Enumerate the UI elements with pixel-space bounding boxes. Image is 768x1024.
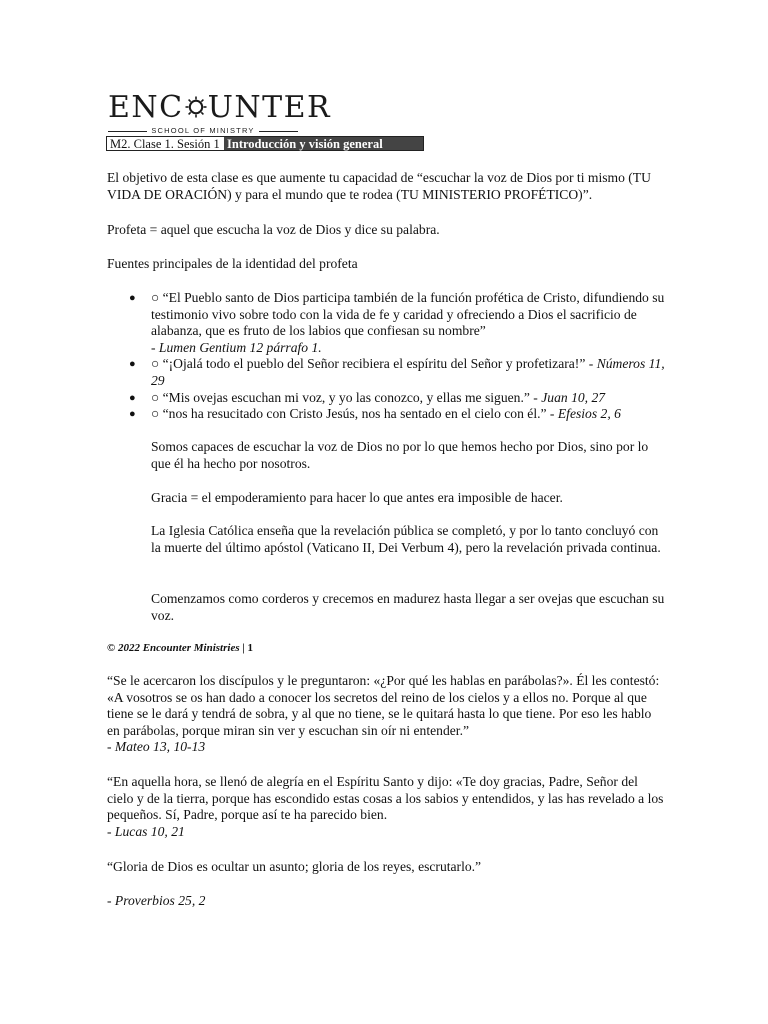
logo-wordmark — [108, 92, 331, 124]
quote-block — [107, 774, 667, 840]
bullet-text: ○ “Mis ovejas escuchan mi voz, y yo las conozco, y ellas me siguen.” - — [151, 389, 542, 405]
logo-text-end: UNTER — [207, 90, 332, 125]
list-item — [107, 356, 667, 389]
corderos-paragraph: Comenzamos como corderos y crecemos en madurez hasta llegar a ser ovejas que escuchan su voz. — [151, 591, 665, 623]
iglesia-paragraph: La Iglesia Católica enseña que la revelación pública se completó, y por lo tanto concluyó con la muerte del último apóstol (Vaticano II, Dei Verbum 4), pero la revelación privada continua. — [151, 523, 661, 555]
bullet-citation: - Lumen Gentium 12 párrafo 1. — [151, 339, 322, 355]
sources-list — [107, 290, 667, 423]
objective-paragraph: El objetivo de esta clase es que aumente tu capacidad de “escuchar la voz de Dios por ti mismo (TU VIDA DE ORACIÓN) y para el mundo que te rodea (TU MINISTERIO PROFÉTICO)”. — [107, 170, 651, 202]
encounter-logo — [108, 90, 332, 136]
quote-text: “En aquella hora, se llenó de alegría en el Espíritu Santo y dijo: «Te doy gracias, Padre, Señor del cielo y de la tierra, porque has escondido estas cosas a los sabios y entendidos, y las has revelado a los pequeños. Sí, Padre, porque así te ha parecido bien. — [107, 774, 664, 823]
bullet-text: ○ “nos ha resucitado con Cristo Jesús, nos ha sentado en el cielo con él.” - — [151, 406, 558, 422]
quote-citation: - Mateo 13, 10-13 — [107, 739, 206, 755]
sunburst-o-icon — [185, 96, 207, 118]
session-bar — [106, 136, 424, 151]
page-footer — [107, 640, 253, 657]
session-title: Introducción y visión general — [224, 137, 423, 150]
logo-rule-right — [259, 131, 298, 132]
footer-page-number: 1 — [247, 642, 254, 654]
logo-rule-left — [108, 131, 147, 132]
bullet-dot: ● — [129, 408, 136, 421]
bullet-text: ○ “El Pueblo santo de Dios participa también de la función profética de Cristo, difundiendo su testimonio vivo sobre todo con la vida de fe y caridad y ofreciendo a Dios el sacrificio de alabanza, que es fruto de los labios que confiesan su nombre” — [151, 290, 665, 339]
quote-block — [107, 673, 667, 756]
session-label: M2. Clase 1. Sesión 1 — [110, 137, 220, 151]
bullet-citation: Juan 10, 27 — [541, 389, 606, 405]
bullet-dot: ● — [129, 292, 136, 304]
logo-subtitle-text: SCHOOL OF MINISTRY — [151, 126, 255, 135]
bullet-citation: Efesios 2, 6 — [557, 406, 621, 422]
footer-copyright: © 2022 Encounter Ministries | — [107, 642, 248, 654]
gracia-paragraph: Gracia = el empoderamiento para hacer lo que antes era imposible de hacer. — [151, 490, 563, 505]
bullet-citation: Números 11, 29 — [151, 356, 665, 388]
list-item — [107, 290, 667, 356]
list-item — [107, 406, 667, 423]
quote-text: “Gloria de Dios es ocultar un asunto; gloria de los reyes, escrutarlo.” — [107, 859, 482, 874]
quote-citation: - Lucas 10, 21 — [107, 823, 185, 839]
logo-text-start: ENC — [108, 90, 184, 125]
bullet-dot: ● — [129, 358, 136, 371]
capaces-paragraph: Somos capaces de escuchar la voz de Dios no por lo que hemos hecho por Dios, sino por lo que él ha hecho por nosotros. — [151, 439, 649, 471]
bullet-dot: ● — [129, 391, 136, 404]
prophet-definition: Profeta = aquel que escucha la voz de Dios y dice su palabra. — [107, 222, 440, 237]
sources-heading: Fuentes principales de la identidad del profeta — [107, 256, 358, 271]
bullet-text: ○ “¡Ojalá todo el pueblo del Señor recibiera el espíritu del Señor y profetizara!” - — [151, 356, 597, 372]
quote-text: “Se le acercaron los discípulos y le preguntaron: «¿Por qué les hablas en parábolas?». Él les contestó: «A vosotros se os han dado a conocer los secretos del reino de los cielos y a ellos no. Porque al que tiene se le dará y tendrá de sobra, y al que no tiene, se le quitará hasta lo que tiene. Por eso les hablo en parábolas, porque miran sin ver y escuchan sin oír ni entender.” — [107, 673, 660, 738]
quote-citation: - Proverbios 25, 2 — [107, 893, 206, 908]
list-item — [107, 390, 667, 407]
